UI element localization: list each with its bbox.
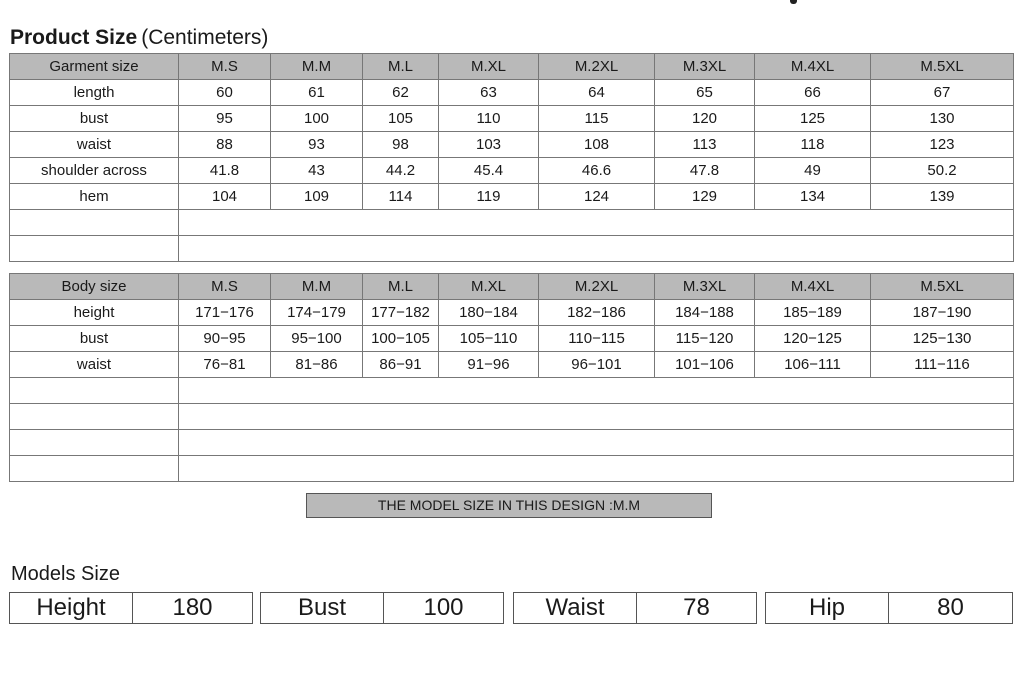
empty-cell [179,210,1014,236]
empty-cell [10,236,179,262]
model-size-note: THE MODEL SIZE IN THIS DESIGN :M.M [306,493,712,518]
table-cell: 65 [655,80,755,106]
empty-cell [179,404,1014,430]
table-cell: 111−116 [871,352,1014,378]
page-title [10,26,268,50]
table-cell: 187−190 [871,300,1014,326]
table-row [10,158,1014,184]
models-size-row [9,592,1013,624]
header-size-cell: M.XL [439,54,539,80]
title-unit: (Centimeters) [141,26,269,49]
table-cell: 110−115 [539,326,655,352]
header-size-cell: M.4XL [755,274,871,300]
row-label: shoulder across [10,158,179,184]
empty-cell [179,378,1014,404]
table-cell: 120−125 [755,326,871,352]
table-row [10,106,1014,132]
table-cell: 91−96 [439,352,539,378]
table-header-row [10,54,1014,80]
row-label: length [10,80,179,106]
header-size-cell: M.M [271,54,363,80]
table-cell: 115 [539,106,655,132]
table-cell: 43 [271,158,363,184]
table-cell: 81−86 [271,352,363,378]
table-cell: 118 [755,132,871,158]
table-cell: 98 [363,132,439,158]
table-row [10,300,1014,326]
table-cell: 62 [363,80,439,106]
table-cell: 177−182 [363,300,439,326]
table-cell: 185−189 [755,300,871,326]
top-edge-mark [790,0,797,4]
table-cell: 50.2 [871,158,1014,184]
table-cell: 115−120 [655,326,755,352]
table-cell: 174−179 [271,300,363,326]
header-row-label: Garment size [10,54,179,80]
empty-cell [179,430,1014,456]
empty-cell [179,456,1014,482]
header-size-cell: M.XL [439,274,539,300]
empty-row [10,456,1014,482]
empty-cell [10,430,179,456]
table-cell: 61 [271,80,363,106]
empty-row [10,430,1014,456]
row-label: waist [10,132,179,158]
header-size-cell: M.3XL [655,274,755,300]
table-cell: 103 [439,132,539,158]
model-waist-label: Waist [514,593,637,623]
header-size-cell: M.3XL [655,54,755,80]
table-cell: 108 [539,132,655,158]
table-cell: 130 [871,106,1014,132]
header-size-cell: M.5XL [871,54,1014,80]
row-label: waist [10,352,179,378]
table-header-row [10,274,1014,300]
table-cell: 46.6 [539,158,655,184]
header-size-cell: M.S [179,54,271,80]
empty-cell [10,404,179,430]
table-cell: 182−186 [539,300,655,326]
empty-cell [10,210,179,236]
table-cell: 180−184 [439,300,539,326]
empty-row [10,404,1014,430]
table-cell: 101−106 [655,352,755,378]
header-size-cell: M.L [363,274,439,300]
header-size-cell: M.5XL [871,274,1014,300]
table-cell: 95−100 [271,326,363,352]
garment-size-table [9,53,1014,262]
model-hip-box [765,592,1013,624]
table-cell: 129 [655,184,755,210]
model-height-label: Height [10,593,133,623]
model-height-box [9,592,253,624]
table-cell: 125 [755,106,871,132]
table-cell: 184−188 [655,300,755,326]
table-cell: 113 [655,132,755,158]
row-label: height [10,300,179,326]
table-row [10,132,1014,158]
model-hip-value: 80 [937,594,964,621]
table-cell: 47.8 [655,158,755,184]
table-cell: 100−105 [363,326,439,352]
header-size-cell: M.2XL [539,274,655,300]
model-bust-value: 100 [423,594,464,621]
table-cell: 60 [179,80,271,106]
table-cell: 120 [655,106,755,132]
table-cell: 93 [271,132,363,158]
header-size-cell: M.2XL [539,54,655,80]
table-cell: 105−110 [439,326,539,352]
table-cell: 44.2 [363,158,439,184]
row-label: bust [10,106,179,132]
table-row [10,184,1014,210]
model-bust-box [260,592,504,624]
table-cell: 90−95 [179,326,271,352]
table-cell: 66 [755,80,871,106]
header-row-label: Body size [10,274,179,300]
empty-row [10,236,1014,262]
table-cell: 104 [179,184,271,210]
empty-row [10,210,1014,236]
table-cell: 95 [179,106,271,132]
table-cell: 67 [871,80,1014,106]
header-size-cell: M.4XL [755,54,871,80]
table-row [10,80,1014,106]
row-label: bust [10,326,179,352]
table-cell: 106−111 [755,352,871,378]
table-cell: 123 [871,132,1014,158]
table-cell: 109 [271,184,363,210]
table-cell: 88 [179,132,271,158]
table-cell: 139 [871,184,1014,210]
table-row [10,352,1014,378]
body-size-table [9,273,1014,482]
table-cell: 125−130 [871,326,1014,352]
model-height-value: 180 [172,594,213,621]
table-cell: 96−101 [539,352,655,378]
model-waist-value: 78 [683,594,710,621]
empty-row [10,378,1014,404]
empty-cell [10,456,179,482]
table-cell: 45.4 [439,158,539,184]
table-cell: 86−91 [363,352,439,378]
table-cell: 64 [539,80,655,106]
model-waist-box [513,592,757,624]
table-cell: 76−81 [179,352,271,378]
row-label: hem [10,184,179,210]
header-size-cell: M.S [179,274,271,300]
header-size-cell: M.M [271,274,363,300]
table-cell: 41.8 [179,158,271,184]
table-cell: 124 [539,184,655,210]
table-cell: 110 [439,106,539,132]
table-cell: 114 [363,184,439,210]
table-cell: 63 [439,80,539,106]
table-row [10,326,1014,352]
title-main: Product Size [10,26,138,49]
table-cell: 119 [439,184,539,210]
model-bust-label: Bust [261,593,384,623]
table-cell: 134 [755,184,871,210]
table-cell: 100 [271,106,363,132]
empty-cell [10,378,179,404]
header-size-cell: M.L [363,54,439,80]
model-hip-label: Hip [766,593,889,623]
models-size-title: Models Size [11,563,120,585]
table-cell: 105 [363,106,439,132]
empty-cell [179,236,1014,262]
table-cell: 49 [755,158,871,184]
table-cell: 171−176 [179,300,271,326]
